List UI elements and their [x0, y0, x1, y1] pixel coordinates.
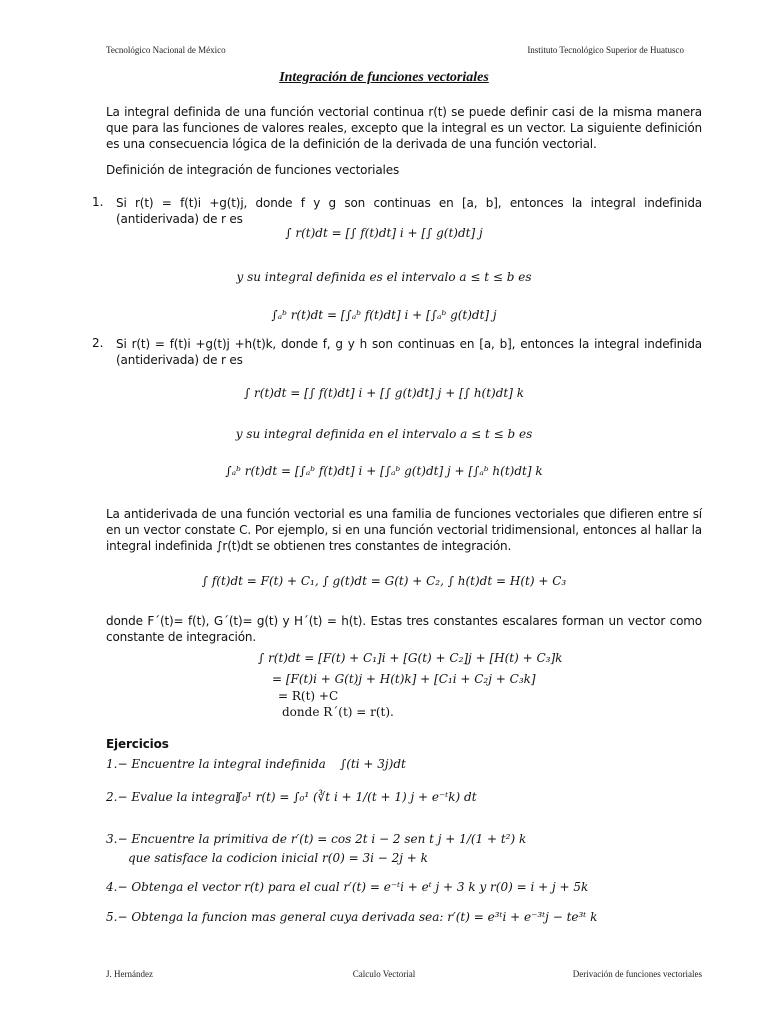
item-2-caption: y su integral definida en el intervalo a ≤ t ≤ b es	[235, 427, 533, 441]
exercise-3-line-2: que satisface la codicion inicial r(0) = 3i − 2j + k	[128, 851, 428, 865]
vector-constant-line-1: ∫ r(t)dt = [F(t) + C₁]i + [G(t) + C₂]j + [H(t) + C₃]k	[258, 651, 563, 665]
vector-constant-line-4: donde R´(t) = r(t).	[282, 705, 394, 719]
constants-paragraph: donde F´(t)= f(t), G´(t)= g(t) y H´(t) = h(t). Estas tres constantes escalares forman un vector como constante de integración.	[106, 614, 702, 644]
item-1-text: Si r(t) = f(t)i +g(t)j, donde f y g son continuas en [a, b], entonces la integral indefinida (antiderivada) de r es	[116, 196, 702, 226]
exercise-4: 4.− Obtenga el vector r(t) para el cual r′(t) = e⁻ᵗi + eᵗ j + 3 k y r(0) = i + j + 5k	[106, 880, 589, 894]
header-left: Tecnológico Nacional de México	[106, 45, 226, 55]
definition-heading: Definición de integración de funciones vectoriales	[106, 163, 400, 177]
exercise-2: 2.− Evalue la integral	[106, 790, 240, 804]
page-title: Integración de funciones vectoriales	[279, 70, 489, 85]
item-1-number: 1.	[92, 195, 104, 209]
exercises-heading: Ejercicios	[106, 737, 169, 751]
item-2-text: Si r(t) = f(t)i +g(t)j +h(t)k, donde f, g y h son continuas en [a, b], entonces la integral indefinida (antiderivada) de r es	[116, 337, 702, 367]
item-2-number: 2.	[92, 336, 104, 350]
footer-center: Calculo Vectorial	[352, 969, 416, 979]
exercise-1: 1.− Encuentre la integral indefinida	[106, 757, 326, 771]
exercise-3-line-1: 3.− Encuentre la primitiva de r′(t) = cos 2t i − 2 sen t j + 1/(1 + t²) k	[106, 832, 527, 846]
item-1-formula-definite: ∫ₐᵇ r(t)dt = [∫ₐᵇ f(t)dt] i + [∫ₐᵇ g(t)dt] j	[271, 308, 497, 322]
item-1-caption: y su integral definida es el intervalo a ≤ t ≤ b es	[236, 270, 532, 284]
antiderivative-paragraph: La antiderivada de una función vectorial es una familia de funciones vectoriales que difieren entre sí en un vector constate C. Por ejemplo, si en una función vectorial tridimensional, entonces al hallar la integral indefinida ∫r(t)dt se obtienen tres constantes de integración.	[106, 507, 702, 553]
vector-constant-line-2: = [F(t)i + G(t)j + H(t)k] + [C₁i + C₂j + C₃k]	[272, 672, 536, 686]
header-right: Instituto Tecnológico Superior de Huatusco	[527, 45, 684, 55]
intro-paragraph: La integral definida de una función vectorial continua r(t) se puede definir casi de la misma manera que para las funciones de valores reales, excepto que la integral es un vector. La siguiente definición es una consecuencia lógica de la definición de la derivada de una función vectorial.	[106, 105, 702, 151]
exercise-1-formula: ∫(ti + 3j)dt	[340, 757, 406, 771]
constants-formula: ∫ f(t)dt = F(t) + C₁, ∫ g(t)dt = G(t) + C₂, ∫ h(t)dt = H(t) + C₃	[201, 574, 567, 588]
item-2-formula-indefinite: ∫ r(t)dt = [∫ f(t)dt] i + [∫ g(t)dt] j + [∫ h(t)dt] k	[243, 386, 525, 400]
exercise-2-formula: ∫₀¹ r(t) = ∫₀¹ (∛t i + 1/(t + 1) j + e⁻ᵗk) dt	[236, 790, 477, 804]
footer-left: J. Hernández	[106, 969, 153, 979]
item-1-formula-indefinite: ∫ r(t)dt = [∫ f(t)dt] i + [∫ g(t)dt] j	[285, 226, 483, 240]
vector-constant-line-3: = R(t) +C	[278, 689, 339, 703]
item-2-formula-definite: ∫ₐᵇ r(t)dt = [∫ₐᵇ f(t)dt] i + [∫ₐᵇ g(t)dt] j + [∫ₐᵇ h(t)dt] k	[225, 464, 543, 478]
exercise-5: 5.− Obtenga la funcion mas general cuya derivada sea: r′(t) = e³ᵗi + e⁻³ᵗj − te³ᵗ k	[106, 910, 598, 924]
footer-right: Derivación de funciones vectoriales	[572, 969, 702, 979]
